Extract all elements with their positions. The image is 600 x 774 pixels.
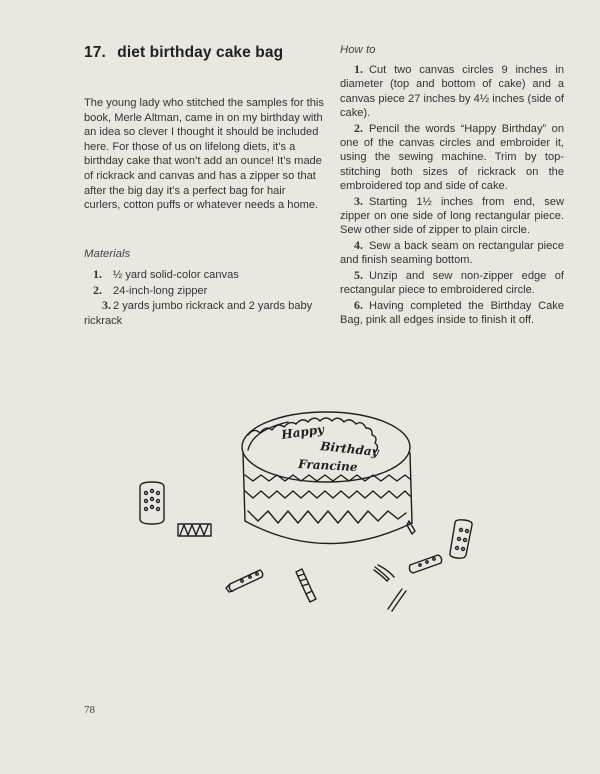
step-item [340,62,564,121]
cake-side-left [243,453,245,521]
list-item [84,298,324,328]
list-item [84,267,324,283]
step-number: 5. [354,267,363,282]
how-to-heading: How to [340,44,376,56]
list-item-number: 1. [93,267,102,281]
list-item [84,283,324,299]
list-item-number: 3. [102,298,111,313]
step-item [340,121,564,194]
bobby-pin-icon [374,565,394,581]
side-rickrack-2 [245,491,410,498]
project-number: 17. [84,44,106,61]
list-item-text: 2 yards jumbo rickrack and 2 yards baby rickrack [84,300,313,327]
step-number: 3. [354,193,363,208]
step-text: Unzip and sew non-zipper edge of rectangular piece to embroidered circle. [340,269,564,297]
project-title-text: diet birthday cake bag [117,44,284,61]
step-number: 1. [354,62,363,76]
cake-lettering-happy: Happy [280,422,325,442]
intro-paragraph: The young lady who stitched the samples for this book, Merle Altman, came in on my birthday with an idea so clever I thought it should be included here. For those of us on lifelong diets, it’s a birthday cake that won’t add an ounce! It’s made of rickrack and canvas and has a zipper so that after the big day it’s a perfect bag for hair curlers, cotton puffs or whatever needs a home. [84,97,324,212]
side-rickrack-1 [245,475,410,481]
curler-lying-icon [226,570,263,592]
project-title [84,44,334,62]
cake-bag-drawing [130,395,490,620]
list-item-number: 2. [93,282,102,297]
cake-lettering-birthday: Birthday [319,439,380,460]
cake-bottom [245,521,412,544]
step-item [340,268,564,298]
intro-section [84,96,324,260]
rickrack-piece-icon [178,524,211,536]
curler-left-icon [140,482,164,524]
curler-upright-icon [450,520,472,558]
bobby-pin-icon [388,589,406,611]
hair-clip-icon [296,569,316,602]
curler-right-icon [409,555,441,573]
step-item [340,298,564,328]
step-item [340,194,564,238]
materials-heading: Materials [84,248,131,260]
list-item-text: 24-inch-long zipper [113,284,208,297]
step-text: Pencil the words “Happy Birthday” on one of the canvas circles and embroider it, using the sewing machine. Trim by top-stitching both sizes of rickrack on the embroidered top and side of cake. [340,122,564,193]
step-text: Having completed the Birthday Cake Bag, pink all edges inside to finish it off. [340,299,564,326]
cake-side-right [410,453,412,523]
step-number: 6. [354,297,363,312]
cake-bag-illustration [130,395,490,620]
page-number: 78 [84,704,95,716]
step-text: Sew a back seam on rectangular piece and finish seaming bottom. [340,239,564,267]
side-rickrack-3 [248,511,406,523]
step-number: 4. [354,237,363,252]
step-text: Cut two canvas circles 9 inches in diameter (top and bottom of cake) and a canvas piece 27 inches by 4½ inches (side of cake). [340,64,564,120]
step-number: 2. [354,120,363,135]
step-item [340,238,564,268]
list-item-text: ½ yard solid-color canvas [113,269,239,281]
materials-list [84,267,324,328]
how-to-section [340,44,564,327]
cake-lettering-francine: Francine [297,457,358,475]
step-text: Starting 1½ inches from end, sew zipper on one side of long rectangular piece. Sew other side of zipper to plain circle. [340,195,564,237]
